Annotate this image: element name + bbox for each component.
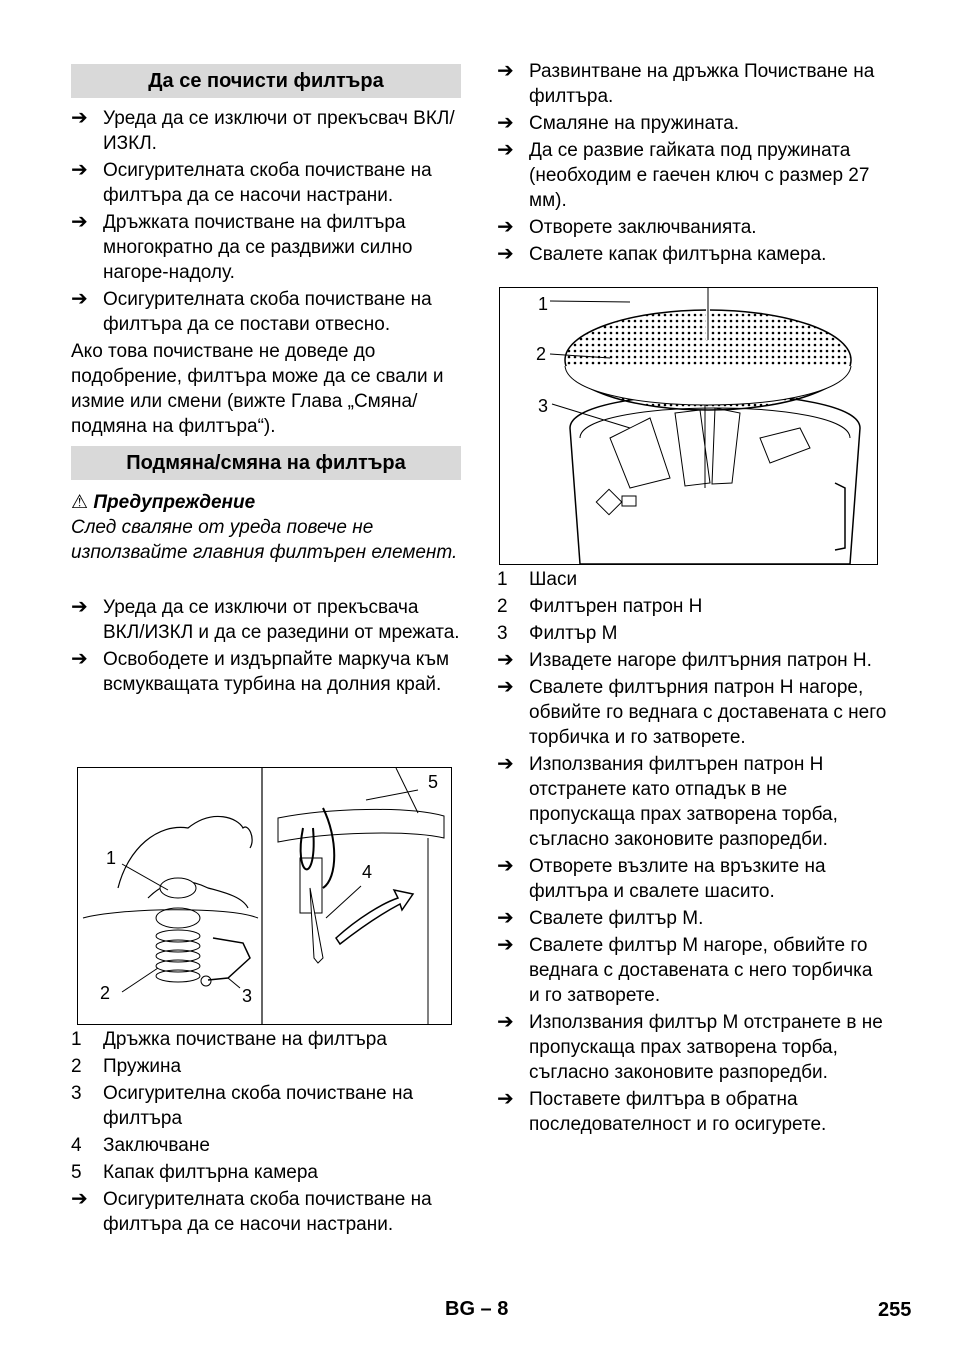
arrow-icon: ➔ (497, 676, 514, 698)
figure-label-4: 4 (362, 862, 373, 882)
arrow-icon: ➔ (497, 753, 514, 775)
list-item: ➔ Освободете и издърпайте маркуча към всмукващата турбина на долния край. (71, 648, 450, 695)
figure-label-3: 3 (242, 986, 253, 1006)
legend-item: 5 Капак филтърна камера (71, 1162, 318, 1183)
paragraph: Ако това почистване не доведе до подобрение, филтъра може да се свали и измие или смени (вижте Глава „Смяна/подмяна на филтъра“). (71, 341, 444, 437)
arrow-icon: ➔ (497, 1011, 514, 1033)
arrow-icon: ➔ (71, 159, 88, 181)
list-item: ➔ Уреда да се изключи от прекъсвача ВКЛ/ИЗКЛ и да се разедини от мрежата. (71, 596, 460, 643)
legend-left (71, 1027, 461, 1239)
figure-label-2: 2 (100, 983, 111, 1003)
arrow-icon: ➔ (497, 934, 514, 956)
figure-label-3: 3 (538, 396, 549, 416)
arrow-icon: ➔ (71, 596, 88, 618)
list-item: ➔ Използвания филтърен патрон Н отстранете като отпадък в не пропускаща прах затворена торба, съгласно законовите разпоредби. (497, 753, 838, 850)
figure-label-1: 1 (538, 294, 549, 314)
list-item: ➔ Да се развие гайката под пружината (необходим е гаечен ключ с размер 27 мм). (497, 139, 870, 211)
arrow-icon: ➔ (497, 649, 514, 671)
figure-illustration (78, 768, 451, 1024)
legend-right (497, 567, 887, 1139)
legend-item: 4 Заключване (71, 1135, 210, 1156)
figure-filter-chamber (499, 287, 878, 565)
arrow-icon: ➔ (497, 243, 514, 265)
list-item: ➔ Осигурителната скоба почистване на филтъра да се насочи настрани. (71, 159, 432, 206)
arrow-icon: ➔ (497, 1088, 514, 1110)
figure-label-5: 5 (428, 772, 439, 792)
list-item: ➔ Отворете заключванията. (497, 216, 757, 238)
list-item: ➔ Свалете капак филтърна камера. (497, 243, 827, 265)
list-item: ➔ Свалете филтър М нагоре, обвийте го веднага с доставената с него торбичка и го затворете. (497, 934, 873, 1006)
legend-item: 1 Шаси (497, 569, 578, 590)
arrow-icon: ➔ (71, 211, 88, 233)
legend-item: 2 Пружина (71, 1056, 182, 1077)
list-item: ➔ Свалете филтър М. (497, 907, 704, 929)
figure-filter-handle (77, 767, 452, 1025)
list-item: ➔ Уреда да се изключи от прекъсвач ВКЛ/ИЗКЛ. (71, 107, 455, 154)
figure-label-1: 1 (106, 848, 117, 868)
arrow-icon: ➔ (71, 107, 88, 129)
footer-language-page: BG – 8 (445, 1298, 509, 1320)
list-item: ➔ Използвания филтър М отстранете в не пропускаща прах затворена торба, съгласно законовите разпоредби. (497, 1011, 883, 1083)
footer-page-number: 255 (878, 1299, 912, 1321)
list-item: ➔ Отворете възлите на връзките на филтъра и свалете шасито. (497, 855, 826, 902)
list-item: ➔ Поставете филтъра в обратна последователност и го осигурете. (497, 1088, 827, 1135)
steps-replace-filter (71, 595, 461, 699)
legend-item: 1 Дръжка почистване на филтъра (71, 1029, 387, 1050)
figure-illustration (500, 288, 877, 564)
arrow-icon: ➔ (71, 648, 88, 670)
steps-remove-lid (497, 59, 887, 269)
legend-item: 3 Филтър М (497, 623, 618, 644)
list-item: ➔ Осигурителната скоба почистване на филтъра да се постави отвесно. (71, 288, 432, 335)
legend-item: 3 Осигурителна скоба почистване на филтъра (71, 1083, 414, 1129)
arrow-icon: ➔ (71, 288, 88, 310)
arrow-icon: ➔ (497, 907, 514, 929)
arrow-icon: ➔ (497, 60, 514, 82)
list-item: ➔ Извадете нагоре филтърния патрон Н. (497, 649, 872, 671)
legend-item: 2 Филтърен патрон Н (497, 596, 703, 617)
warning-block (71, 490, 461, 565)
arrow-icon: ➔ (71, 1188, 88, 1210)
list-item: ➔ Смаляне на пружината. (497, 112, 740, 134)
section-heading-clean-filter: Да се почисти филтъра (71, 64, 461, 98)
list-item: ➔ Развинтване на дръжка Почистване на филтъра. (497, 60, 875, 107)
warning-text: След сваляне от уреда повече не използвайте главния филтърен елемент. (71, 517, 458, 563)
arrow-icon: ➔ (497, 216, 514, 238)
list-item: ➔ Осигурителната скоба почистване на филтъра да се насочи настрани. (71, 1188, 432, 1235)
warning-triangle-icon: ⚠ (71, 492, 89, 513)
list-item: ➔ Свалете филтърния патрон Н нагоре, обвийте го веднага с доставената с него торбичка и го затворете. (497, 676, 887, 748)
arrow-icon: ➔ (497, 139, 514, 161)
steps-clean-filter (71, 106, 461, 439)
warning-title: ⚠ Предупреждение (71, 492, 256, 513)
arrow-icon: ➔ (497, 855, 514, 877)
figure-label-2: 2 (536, 344, 547, 364)
list-item: ➔ Дръжката почистване на филтъра многократно да се раздвижи силно нагоре-надолу. (71, 211, 413, 283)
section-heading-replace-filter: Подмяна/смяна на филтъра (71, 446, 461, 480)
arrow-icon: ➔ (497, 112, 514, 134)
